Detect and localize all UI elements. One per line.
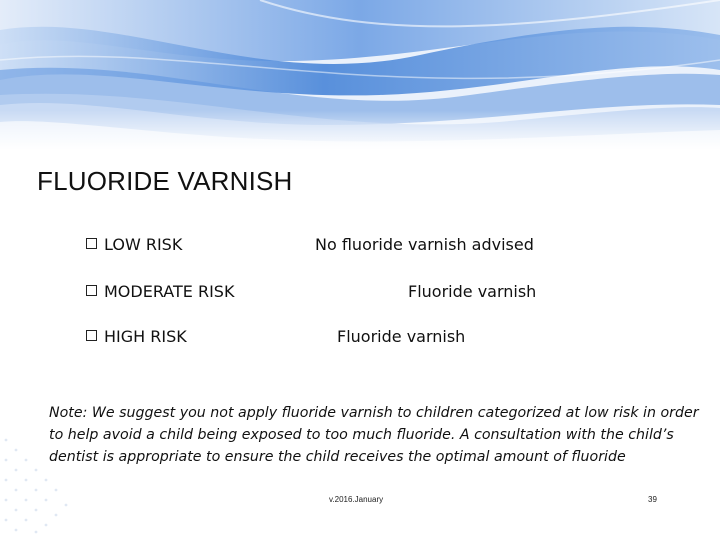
- recommendation-moderate: Fluoride varnish: [408, 282, 537, 301]
- checkbox-bullet-icon: [86, 238, 97, 249]
- risk-label: LOW RISK: [104, 235, 183, 254]
- checkbox-bullet-icon: [86, 285, 97, 296]
- checkbox-bullet-icon: [86, 330, 97, 341]
- risk-item-moderate: [86, 282, 234, 301]
- recommendation-high: Fluoride varnish: [337, 327, 466, 346]
- risk-label: MODERATE RISK: [104, 282, 235, 301]
- footer-version: v.2016.January: [329, 495, 384, 504]
- slide-title: FLUORIDE VARNISH: [37, 166, 293, 196]
- risk-item-low: [86, 235, 182, 254]
- page-number: 39: [648, 495, 657, 504]
- risk-label: HIGH RISK: [104, 327, 187, 346]
- recommendation-low: No fluoride varnish advised: [315, 235, 534, 254]
- note-paragraph: Note: We suggest you not apply fluoride varnish to children categorized at low risk in order to help avoid a child being exposed to too much fluoride. A consultation with the child’s dentist is appropriate to ensure the child receives the optimal amount of fluoride: [49, 405, 699, 465]
- header-swoosh-graphic: [0, 0, 720, 150]
- risk-item-high: [86, 327, 187, 346]
